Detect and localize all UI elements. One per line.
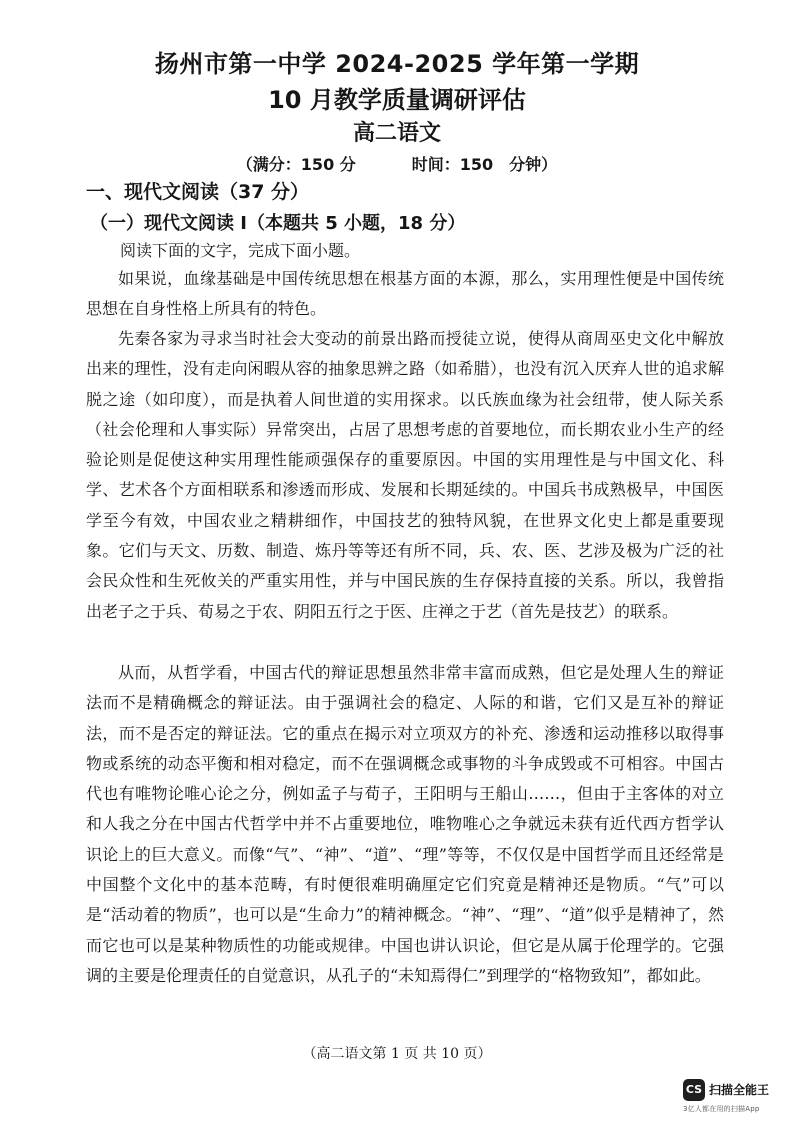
passage-paragraph: 先秦各家为寻求当时社会大变动的前景出路而授徒立说，使得从商周巫史文化中解放出来的理性，没有走向闲暇从容的抽象思辨之路（如希腊），也没有沉入厌弃人世的追求解脱之途（如印度），而是执着人间世道的实用探求。以氏族血缘为社会纽带，使人际关系（社会伦理和人事实际）异常突出，占居了思想考虑的首要地位，而长期农业小生产的经验论则是促使这种实用理性能顽强保存的重要原因。中国的实用理性是与中国文化、科学、艺术各个方面相联系和渗透而形成、发展和长期延续的。中国兵书成熟极早，中国医学至今有效，中国农业之精耕细作，中国技艺的独特风貌，在世界文化史上都是重要现象。它们与天文、历数、制造、炼丹等等还有所不同，兵、农、医、艺涉及极为广泛的社会民众性和生死攸关的严重实用性，并与中国民族的生存保持直接的关系。所以，我曾指出老子之于兵、荀易之于农、阴阳五行之于医、庄禅之于艺（首先是技艺）的联系。 [86, 329, 724, 621]
score-time-line [0, 152, 794, 175]
full-score-label: （满分：150 分 [236, 155, 356, 174]
exam-title: 扬州市第一中学 2024-2025 学年第一学期 [154, 50, 640, 78]
section-heading: 一、现代文阅读（37 分） [86, 181, 310, 203]
exam-subtitle: 10 月教学质量调研评估 [268, 86, 526, 114]
subsection-heading: （一）现代文阅读 I（本题共 5 小题，18 分） [90, 213, 466, 234]
passage-paragraph: 如果说，血缘基础是中国传统思想在根基方面的本源，那么，实用理性便是中国传统思想在自身性格上所具有的特色。 [86, 269, 724, 319]
exam-subject: 高二语文 [352, 121, 441, 146]
camscanner-logo-icon: CS [683, 1079, 705, 1101]
scanner-watermark [683, 1079, 791, 1119]
page-footer: （高二语文第 1 页 共 10 页） [302, 1046, 492, 1062]
scanner-tagline: 3亿人都在用的扫描App [683, 1105, 760, 1113]
passage-paragraph: 从而，从哲学看，中国古代的辩证思想虽然非常丰富而成熟，但它是处理人生的辩证法而不是精确概念的辩证法。由于强调社会的稳定、人际的和谐，它们又是互补的辩证法，而不是否定的辩证法。它的重点在揭示对立项双方的补充、渗透和运动推移以取得事物或系统的动态平衡和相对稳定，而不在强调概念或事物的斗争成毁或不可相容。中国古代也有唯物论唯心论之分，例如孟子与荀子，王阳明与王船山……，但由于主客体的对立和人我之分在中国古代哲学中并不占重要地位，唯物唯心之争就远未获有近代西方哲学认识论上的巨大意义。而像“气”、“神”、“道”、“理”等等，不仅仅是中国哲学而且还经常是中国整个文化中的基本范畴，有时便很难明确厘定它们究竟是精神还是物质。“气”可以是“活动着的物质”，也可以是“生命力”的精神概念。“神”、“理”、“道”似乎是精神了，然而它也可以是某种物质性的功能或规律。中国也讲认识论，但它是从属于伦理学的。它强调的主要是伦理责任的自觉意识，从孔子的“未知焉得仁”到理学的“格物致知”，都如此。 [86, 663, 724, 985]
scanner-app-name: 扫描全能王 [709, 1083, 770, 1097]
time-label: 时间：150 分钟） [411, 155, 558, 174]
reading-instruction: 阅读下面的文字，完成下面小题。 [120, 241, 361, 260]
